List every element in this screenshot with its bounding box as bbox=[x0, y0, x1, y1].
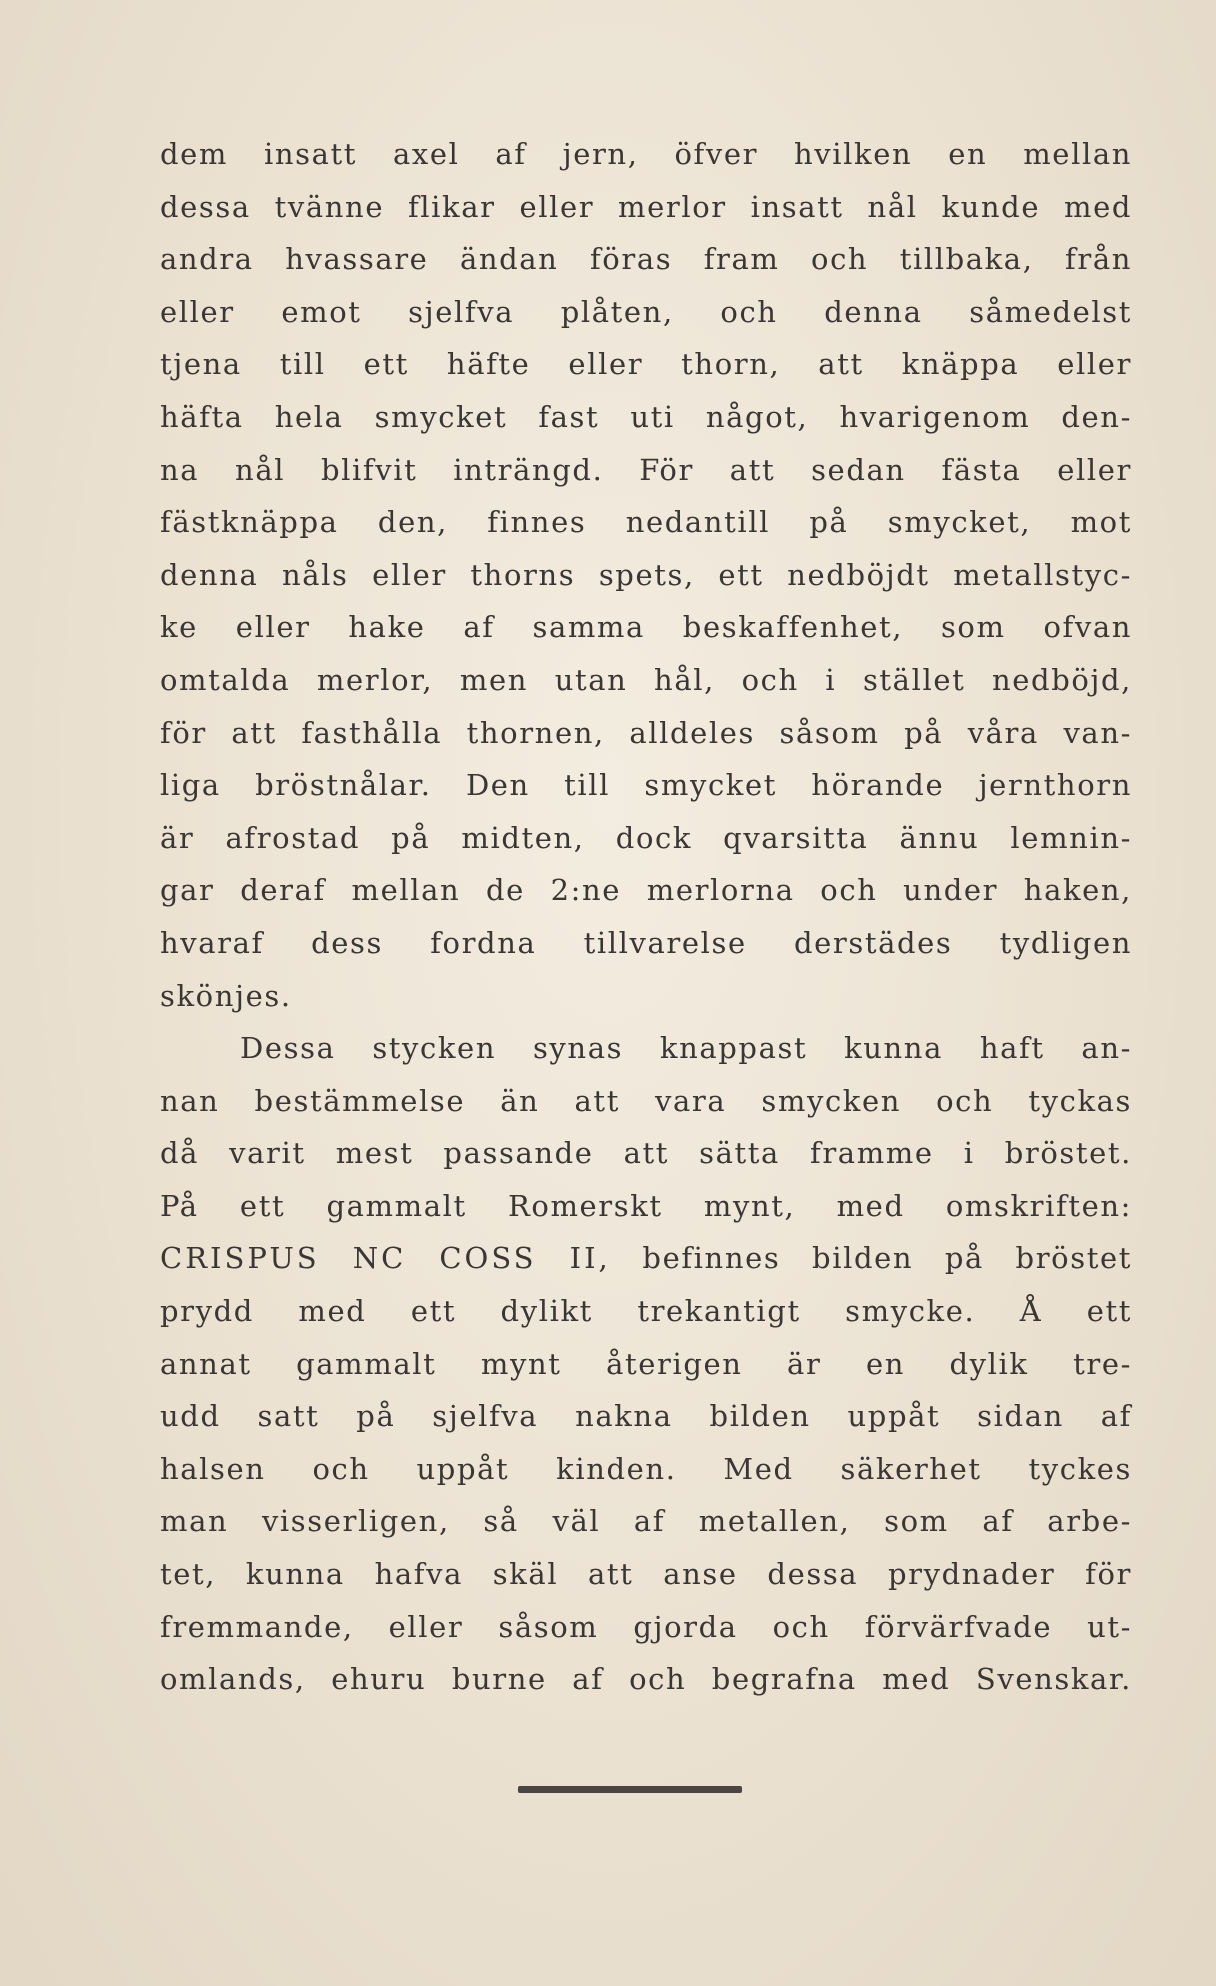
coin-inscription-line bbox=[160, 1232, 1132, 1285]
text-line: är afrostad på midten, dock qvarsitta ännu lemnin- bbox=[160, 820, 1132, 855]
text-line: då varit mest passande att sätta framme i bröstet. bbox=[160, 1136, 1132, 1171]
text-line: gar deraf mellan de 2:ne merlorna och under haken, bbox=[160, 873, 1132, 908]
text-line: omtalda merlor, men utan hål, och i stället nedböjd, bbox=[160, 662, 1132, 697]
paragraph-2 bbox=[160, 1022, 1132, 1706]
coin-inscription-rest: befinnes bilden på bröstet bbox=[610, 1241, 1132, 1276]
text-line: man visserligen, så väl af metallen, som af arbe- bbox=[160, 1504, 1132, 1539]
text-line: för att fasthålla thornen, alldeles såsom på våra van- bbox=[160, 715, 1132, 750]
coin-inscription: CRISPUS NC COSS II, bbox=[160, 1241, 611, 1276]
text-line: dem insatt axel af jern, öfver hvilken en mellan bbox=[160, 137, 1132, 171]
text-line: dessa tvänne flikar eller merlor insatt nål kunde med bbox=[160, 189, 1132, 224]
page-text bbox=[160, 128, 1132, 1706]
paragraph-1 bbox=[160, 128, 1132, 1022]
text-line: prydd med ett dylikt trekantigt smycke. Å ett bbox=[160, 1294, 1132, 1329]
end-ornament-rule bbox=[518, 1786, 742, 1793]
text-line: fästknäppa den, finnes nedantill på smycket, mot bbox=[160, 505, 1132, 540]
text-line: fremmande, eller såsom gjorda och förvärfvade ut- bbox=[160, 1609, 1132, 1644]
text-line: na nål blifvit inträngd. För att sedan fästa eller bbox=[160, 452, 1132, 487]
text-line: halsen och uppåt kinden. Med säkerhet tyckes bbox=[160, 1451, 1132, 1486]
text-line: hvaraf dess fordna tillvarelse derstädes tydligen bbox=[160, 925, 1132, 960]
text-line: tet, kunna hafva skäl att anse dessa prydnader för bbox=[160, 1557, 1132, 1592]
text-line: udd satt på sjelfva nakna bilden uppåt sidan af bbox=[160, 1399, 1132, 1434]
text-line: annat gammalt mynt återigen är en dylik tre- bbox=[160, 1346, 1132, 1381]
text-line: andra hvassare ändan föras fram och tillbaka, från bbox=[160, 242, 1132, 277]
text-line: liga bröstnålar. Den till smycket hörande jernthorn bbox=[160, 768, 1132, 803]
text-line: eller emot sjelfva plåten, och denna såmedelst bbox=[160, 294, 1132, 329]
text-line: På ett gammalt Romerskt mynt, med omskriften: bbox=[160, 1188, 1132, 1223]
text-line: skönjes. bbox=[160, 978, 292, 1013]
text-line: tjena till ett häfte eller thorn, att knäppa eller bbox=[160, 347, 1132, 382]
text-line: nan bestämmelse än att vara smycken och tyckas bbox=[160, 1083, 1132, 1118]
text-line: Dessa stycken synas knappast kunna haft an- bbox=[240, 1031, 1132, 1066]
text-line: denna nåls eller thorns spets, ett nedböjdt metallstyc- bbox=[160, 557, 1132, 592]
text-line: ke eller hake af samma beskaffenhet, som ofvan bbox=[160, 610, 1132, 645]
text-line: häfta hela smycket fast uti något, hvarigenom den- bbox=[160, 399, 1132, 434]
text-line: omlands, ehuru burne af och begrafna med Svenskar. bbox=[160, 1662, 1132, 1697]
